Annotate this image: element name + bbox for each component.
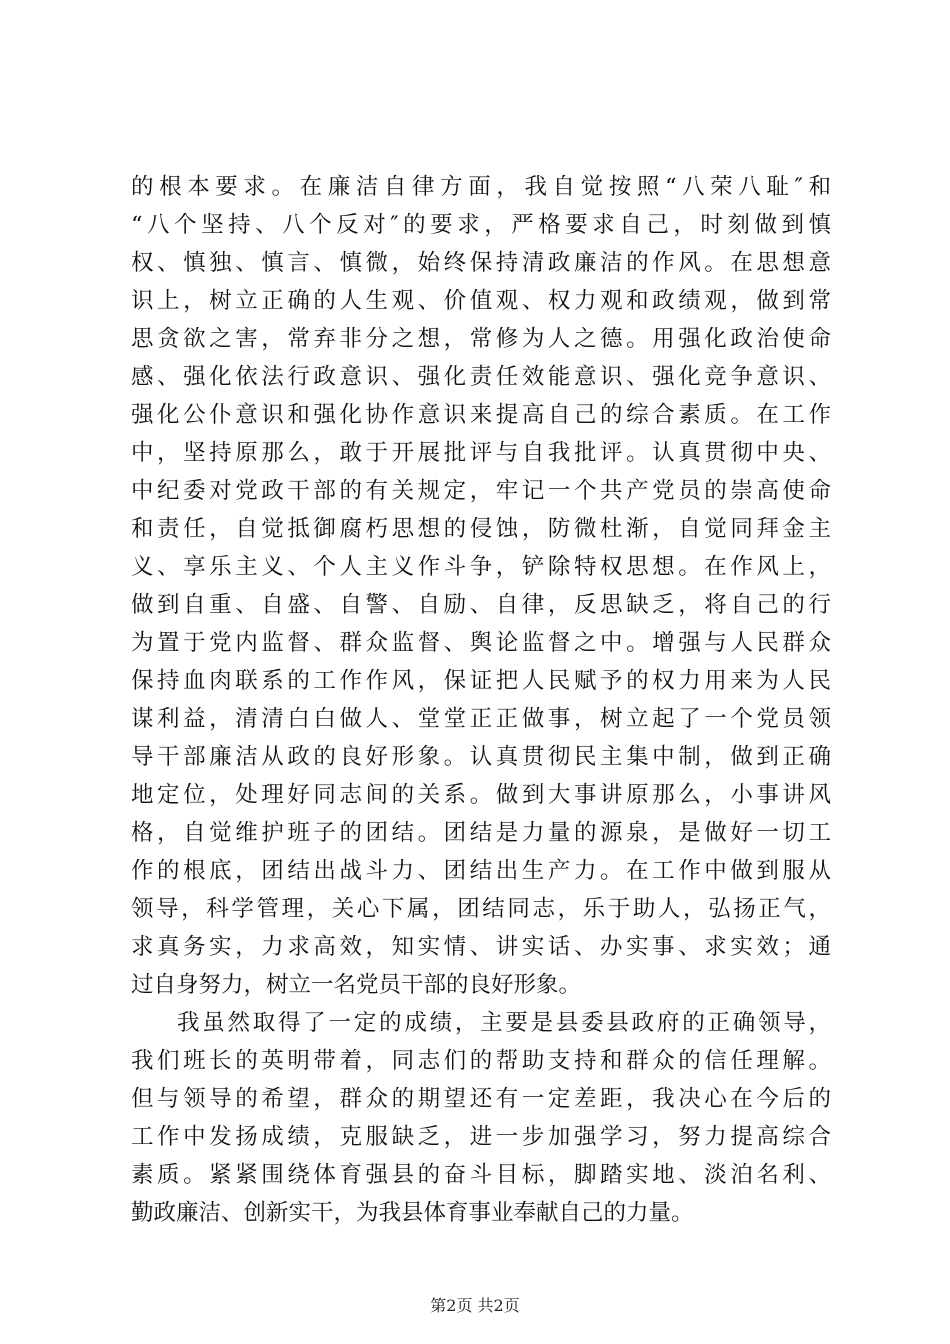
text-line: 我们班长的英明带着，同志们的帮助支持和群众的信任理解。 [131,1048,831,1074]
text-line: 导干部廉洁从政的良好形象。认真贯彻民主集中制，做到正确 [131,744,831,770]
paragraph-2 [131,1004,831,1232]
text-line: 作的根底，团结出战斗力、团结出生产力。在工作中做到服从 [131,858,831,884]
text-line: 格，自觉维护班子的团结。团结是力量的源泉，是做好一切工 [131,820,831,846]
text-line: 权、慎独、慎言、慎微，始终保持清政廉洁的作风。在思想意 [131,250,831,276]
text-line: 识上，树立正确的人生观、价值观、权力观和政绩观，做到常 [131,288,831,314]
text-line: 做到自重、自盛、自警、自励、自律，反思缺乏，将自己的行 [131,592,831,618]
text-line: 谋利益，清清白白做人、堂堂正正做事，树立起了一个党员领 [131,706,831,732]
text-line: 求真务实，力求高效，知实情、讲实话、办实事、求实效；通 [131,934,831,960]
page-number-footer: 第2页 共2页 [430,1296,520,1315]
text-line: “八个坚持、八个反对″的要求，严格要求自己，时刻做到慎 [131,212,831,238]
text-line: 中，坚持原那么，敢于开展批评与自我批评。认真贯彻中央、 [131,440,831,466]
paragraph-1 [131,168,831,1004]
text-line: 我虽然取得了一定的成绩，主要是县委县政府的正确领导， [177,1010,831,1036]
text-line: 义、享乐主义、个人主义作斗争，铲除特权思想。在作风上， [131,554,831,580]
text-line: 勤政廉洁、创新实干，为我县体育事业奉献自己的力量。 [131,1200,694,1226]
text-line: 地定位，处理好同志间的关系。做到大事讲原那么，小事讲风 [131,782,831,808]
document-body [131,168,831,1232]
text-line: 感、强化依法行政意识、强化责任效能意识、强化竞争意识、 [131,364,831,390]
text-line: 和责任，自觉抵御腐朽思想的侵蚀，防微杜渐，自觉同拜金主 [131,516,831,542]
text-line: 领导，科学管理，关心下属，团结同志，乐于助人，弘扬正气， [131,896,831,922]
text-line: 但与领导的希望，群众的期望还有一定差距，我决心在今后的 [131,1086,831,1112]
text-line: 的根本要求。在廉洁自律方面，我自觉按照“八荣八耻″和 [131,174,831,200]
text-line: 过自身努力，树立一名党员干部的良好形象。 [131,972,582,998]
text-line: 工作中发扬成绩，克服缺乏，进一步加强学习，努力提高综合 [131,1124,831,1150]
text-line: 思贪欲之害，常弃非分之想，常修为人之德。用强化政治使命 [131,326,831,352]
text-line: 素质。紧紧围绕体育强县的奋斗目标，脚踏实地、淡泊名利、 [131,1162,831,1188]
text-line: 保持血肉联系的工作作风，保证把人民赋予的权力用来为人民 [131,668,831,694]
text-line: 强化公仆意识和强化协作意识来提高自己的综合素质。在工作 [131,402,831,428]
text-line: 为置于党内监督、群众监督、舆论监督之中。增强与人民群众 [131,630,831,656]
text-line: 中纪委对党政干部的有关规定，牢记一个共产党员的崇高使命 [131,478,831,504]
